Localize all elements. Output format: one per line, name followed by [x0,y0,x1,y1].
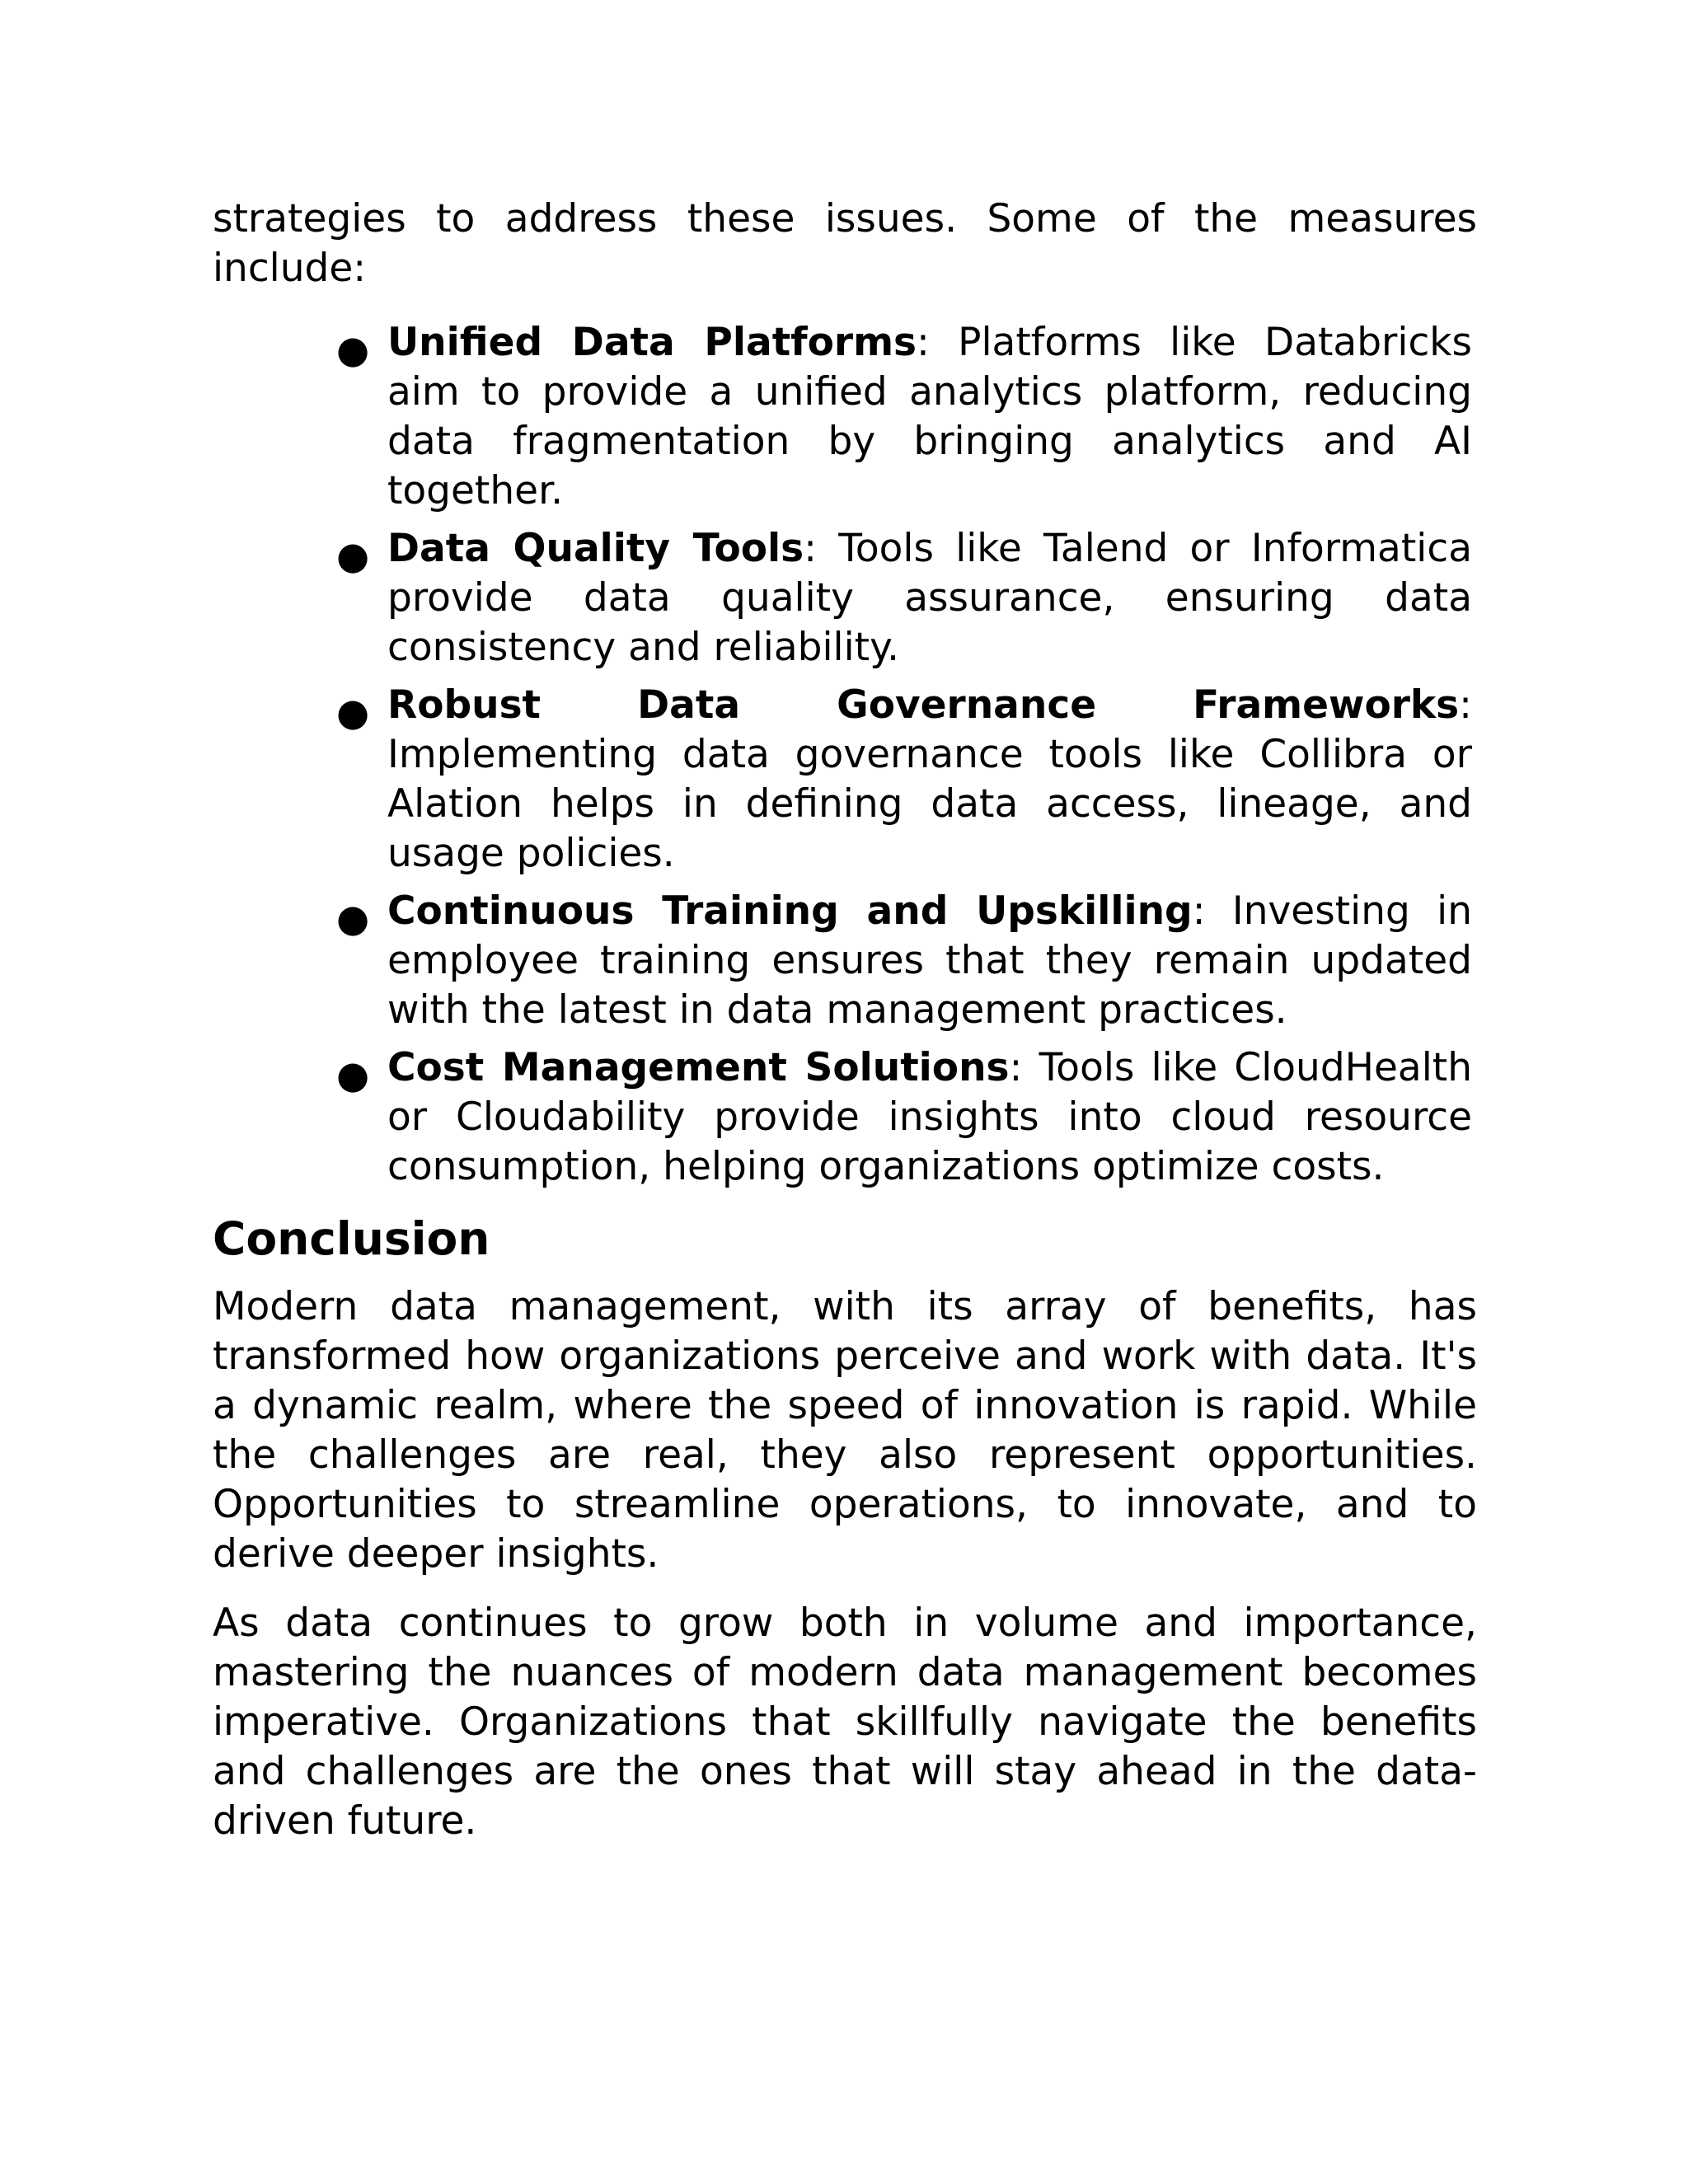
measure-term: Data Quality Tools [387,526,804,571]
bullet-icon: ● [336,327,370,372]
document-page [213,194,1477,1866]
bullet-icon: ● [336,896,370,940]
conclusion-heading: Conclusion [213,1212,490,1265]
measure-description: : Investing in employee training ensures that they remain updated with the latest in data management practices. [387,888,1472,1033]
measure-term: Cost Management Solutions [387,1045,1010,1090]
list-item [336,887,1472,1035]
measure-term: Robust Data Governance Frameworks [387,682,1460,728]
intro-paragraph: strategies to address these issues. Some of the measures include: [213,196,1477,291]
list-item [336,318,1472,516]
conclusion-paragraph: Modern data management, with its array of benefits, has transformed how organizations perceive and work with data. It's a dynamic realm, where the speed of innovation is rapid. While the challenges are real, they also represent opportunities. Opportunities to streamline operations, to innovate, and to derive deeper insights. [213,1284,1477,1577]
measures-list [213,318,1477,1192]
measure-description: : Platforms like Databricks aim to provide a unified analytics platform, reducing data fragmentation by bringing analytics and AI together. [387,320,1472,513]
list-item [336,1043,1472,1192]
conclusion-paragraph: As data continues to grow both in volume and importance, mastering the nuances of modern data management becomes imperative. Organizations that skillfully navigate the benefits and challenges are the ones that will stay ahead in the data-driven future. [213,1601,1477,1844]
list-item [336,681,1472,879]
bullet-icon: ● [336,690,370,734]
measure-description: : Tools like CloudHealth or Cloudability provide insights into cloud resource consumption, helping organizations optimize costs. [387,1045,1472,1189]
bullet-icon: ● [336,1052,370,1097]
measure-term: Continuous Training and Upskilling [387,888,1193,934]
measure-term: Unified Data Platforms [387,320,917,365]
measure-description: : Implementing data governance tools like Collibra or Alation helps in defining data access, lineage, and usage policies. [387,682,1472,876]
measure-description: : Tools like Talend or Informatica provide data quality assurance, ensuring data consistency and reliability. [387,526,1472,670]
list-item [336,524,1472,673]
bullet-icon: ● [336,533,370,578]
